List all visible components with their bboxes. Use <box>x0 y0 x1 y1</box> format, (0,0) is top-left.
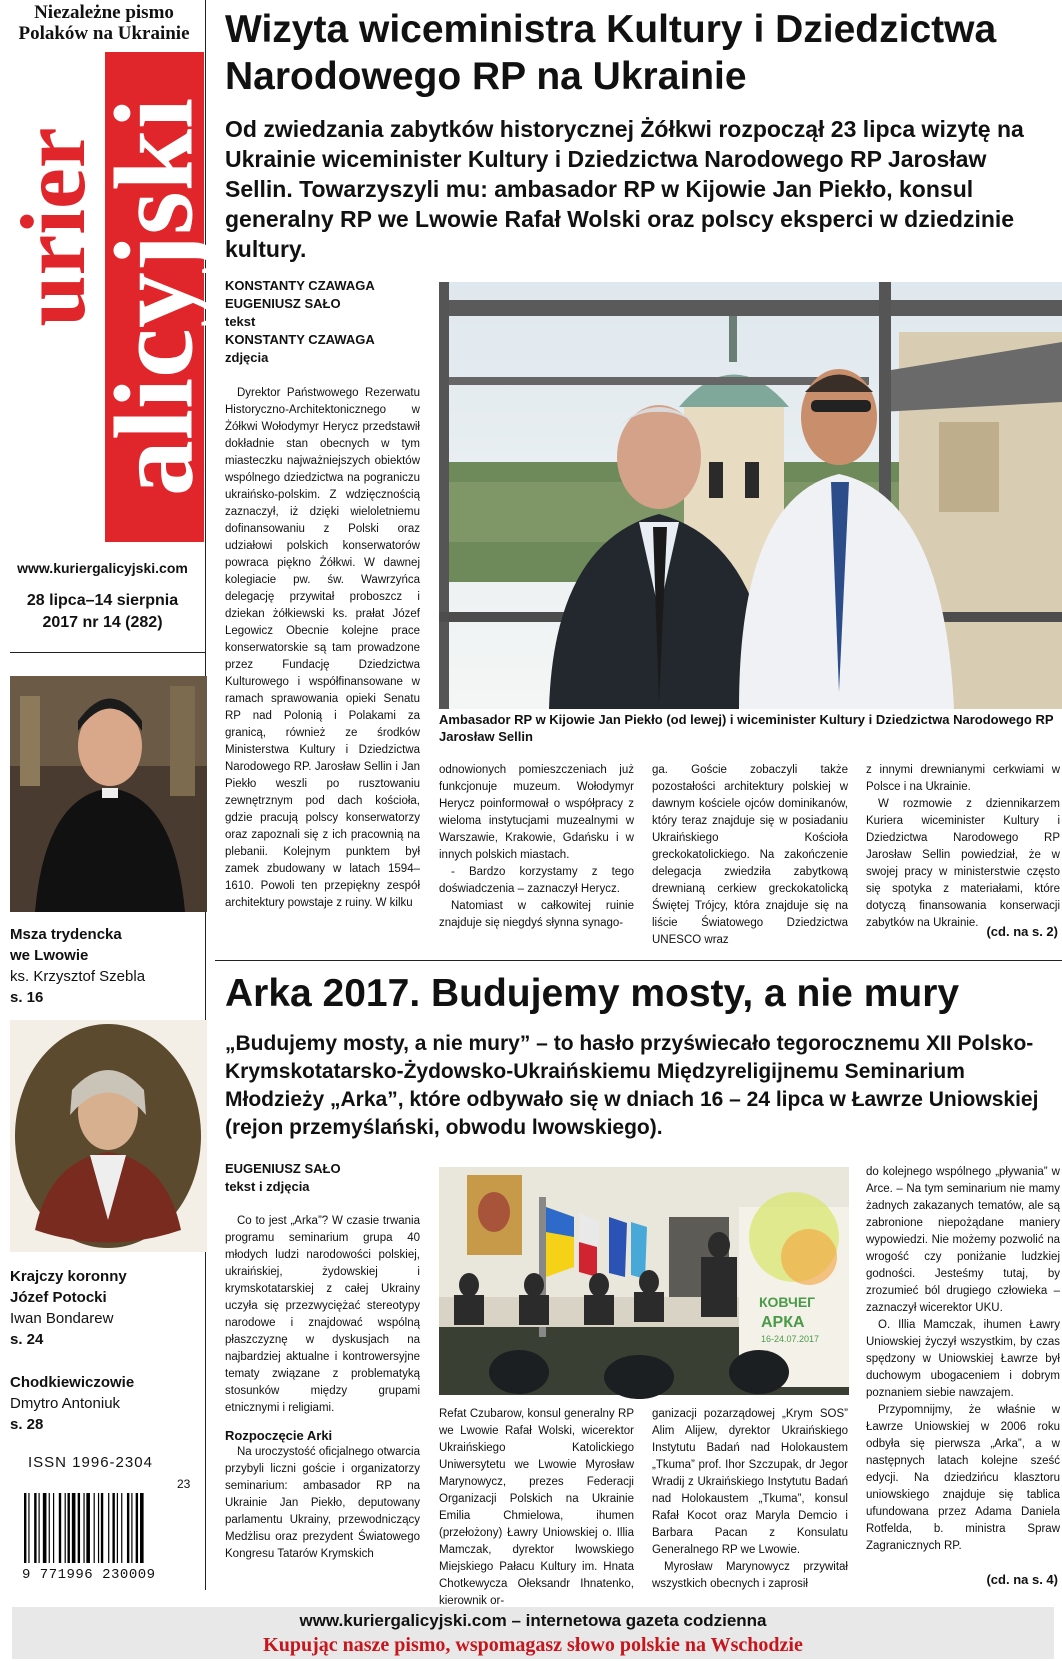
banner-text-3: 16-24.07.2017 <box>761 1334 820 1344</box>
article-1-col-3 <box>652 762 848 949</box>
article-1-col-2 <box>439 762 634 932</box>
teaser-3-page: s. 28 <box>10 1416 44 1433</box>
article-2-col-4-p1: do kolejnego wspólnego „pływania” w Arce. – Na tym seminarium nie mamy żadnych zakazanych tematów, ale są zabronione niepożądane maniery wypowiedzi. Nie możemy pozwolić na wrogość czy poniżanie ludzkiej godności. Jesteśmy tutaj, by zrozumieć ból drugiego człowieka – zaznaczył wicerektor UKU. <box>866 1166 1060 1314</box>
article-2-col-3-p2: Myrosław Marynowycz przywitał wszystkich obecnych i zaprosił <box>652 1561 848 1590</box>
footer-line-2: Kupując nasze pismo, wspomagasz słowo polskie na Wschodzie <box>263 1634 803 1656</box>
issue-info <box>0 590 205 634</box>
teaser-1-author: ks. Krzysztof Szebla <box>10 968 146 985</box>
article-1-caption: Ambasador RP w Kijowie Jan Piekło (od lewej) i wiceminister Kultury i Dziedzictwa Narodowego RP Jarosław Sellin <box>439 712 1054 744</box>
article-1-byline <box>225 277 435 367</box>
article-1-photo[interactable] <box>439 282 1062 709</box>
article-2-byline <box>225 1160 425 1196</box>
article-2-col-2 <box>439 1406 634 1610</box>
article-1-col-4-p2: W rozmowie z dziennikarzem Kuriera wiceminister Kultury i Dziedzictwa Narodowego RP Jarosław Sellin powiedział, że w swojej pracy w ministerstwie często się spotyka z materiałami, które dotyczą finansowania konserwacji zabytków na Ukrainie. <box>866 798 1060 929</box>
article-1-col-4 <box>866 762 1060 932</box>
article-1-col-3-text: ga. Goście zobaczyli także pozostałości architektury polskiej w dawnym kościele ojców dominikanów, który teraz znajduje się w posiadaniu Ukraińskiego Kościoła greckokatolickiego. Na zakończenie delegacja zwiedziła zabytkową drewnianą cerkiew greckokatolicką Świętej Trójcy, która znajduje się na liście Światowego Dziedzictwa UNESCO wraz <box>652 764 848 946</box>
byline-role-2: zdjęcia <box>225 350 269 365</box>
article-1-col-2-p1: odnowionych pomieszczeniach już funkcjonuje muzeum. Wołodymyr Herycz poinformował o współpracy z wieloma instytucjami muzealnymi w Warszawie, Krakowie, Gdańsku i w innych polskich miastach. <box>439 764 634 861</box>
article-1-lead: Od zwiedzania zabytków historycznej Żółkwi rozpoczął 23 lipca wizytę na Ukrainie wiceminister Kultury i Dziedzictwa Narodowego RP Jarosław Sellin. Towarzyszyli mu: ambasador RP w Kijowie Jan Piekło, konsul generalny RP we Lwowie Rafał Wolski oraz polscy eksperci w dziedzinie kultury. <box>225 116 1024 262</box>
article-2-continued[interactable]: (cd. na s. 4) <box>986 1572 1058 1587</box>
article-1-title[interactable]: Wizyta wiceministra Kultury i Dziedzictwa Narodowego RP na Ukrainie <box>225 8 997 98</box>
masthead-word-2: alicyjski <box>92 97 216 497</box>
article-2-title[interactable]: Arka 2017. Budujemy mosty, a nie mury <box>225 972 960 1015</box>
sidebar-website[interactable]: www.kuriergalicyjski.com <box>17 560 188 576</box>
article-2-lead: „Budujemy mosty, a nie mury” – to hasło przyświecało tegorocznemu XII Polsko-Krymskotatarsko-Żydowsko-Ukraińskiemu Międzyreligijnemu Seminarium Młodzieży „Arka”, które odbywało się w dniach 16 – 24 lipca w Ławrze Uniowskiej (rejon przemyślański, obwodu lwowskiego). <box>225 1032 1039 1139</box>
teaser-photo-portrait[interactable] <box>10 1020 207 1252</box>
article-2-col-4-p2: O. Illia Mamczak, ihumen Ławry Uniowskiej życzył wszystkim, by czas spędzony w Uniowskiej Ławrze był duchowym ubogaceniem i dobrym poznaniem siebie nawzajem. <box>866 1319 1060 1399</box>
teaser-3-title-1: Chodkiewiczowie <box>10 1374 135 1391</box>
byline-author-2: EUGENIUSZ SAŁO <box>225 296 341 311</box>
article-2-col-1-p1: Co to jest „Arka”? W czasie trwania programu seminarium grupa 40 młodych ludzi narodowości polskiej, ukraińskiej, żydowskiej i krymskotatarskiej z całej Ukrainy uczyła się przezwyciężać stereotypy narodowe i znajdować wspólną płaszczyznę w dyskusjach na najbardziej aktualne i kontrowersyjne tematy związane z problematyką stosunków między grupami etnicznymi i religiami. <box>225 1215 420 1414</box>
article-1-continued[interactable]: (cd. na s. 2) <box>986 924 1058 939</box>
sidebar-divider <box>10 652 206 653</box>
teaser-3[interactable] <box>10 1372 200 1435</box>
article-2-col-1-p2: Na uroczystość oficjalnego otwarcia przybyli liczni goście i organizatorzy seminarium: ambasador RP na Ukrainie Jan Piekło, deputowany parlamentu Ukrainy, przewodniczący Medżlisu oraz prezydent Światowego Kongresu Tatarów Krymskich <box>225 1446 420 1560</box>
article-2-col-2-text: Refat Czubarow, konsul generalny RP we Lwowie Rafał Wolski, wicerektor Ukraińskiego Katolickiego Uniwersytetu we Lwowie Myrosław Marynowycz, prezes Federacji Organizacji Polskich na Ukrainie Emilia Chmielowa, ihumen (przełożony) Ławry Uniowskiej o. Illia Mamczak, dyrektor lwowskiego Miejskiego Pałacu Kultury im. Hnata Chotkewycza Ołeksandr Ihnatenko, kierownik or- <box>439 1408 634 1607</box>
masthead-logo <box>92 52 216 542</box>
teaser-2[interactable] <box>10 1266 200 1350</box>
banner-text-2: АРКА <box>761 1314 805 1331</box>
article-1-col-4-p1: z innymi drewnianymi cerkwiami w Polsce i na Ukrainie. <box>866 764 1060 793</box>
barcode <box>22 1475 212 1585</box>
teaser-photo-priest[interactable] <box>10 676 207 912</box>
barcode-number: 9 771996 230009 <box>22 1567 156 1583</box>
barcode-addon: 23 <box>177 1477 191 1491</box>
teaser-2-title-1: Krajczy koronny <box>10 1268 127 1285</box>
teaser-2-author: Iwan Bondarew <box>10 1310 114 1327</box>
article-2-col-4-p3: Przypomnijmy, że właśnie w Ławrze Uniowskiej w 2006 roku odbyła się pierwsza „Arka”, a w następnych latach kolejne sześć edycji. Na dziedzińcu klasztoru uniowskiego znajduje się tablica ufundowana przez Adama Daniela Rotfelda, b. ministra Spraw Zagranicznych RP. <box>866 1404 1060 1552</box>
footer-banner <box>12 1607 1054 1659</box>
footer-line-1[interactable]: www.kuriergalicyjski.com – internetowa gazeta codzienna <box>299 1611 767 1630</box>
article-1-col-2-p2: - Bardzo korzystamy z tego doświadczenia – zaznaczył Herycz. <box>439 866 634 895</box>
byline-photographer: KONSTANTY CZAWAGA <box>225 332 375 347</box>
teaser-2-page: s. 24 <box>10 1331 44 1348</box>
teaser-1-title-2: we Lwowie <box>10 947 89 964</box>
article-2-byline-author: EUGENIUSZ SAŁO <box>225 1161 341 1176</box>
article-1-col-2-p3: Natomiast w całkowitej ruinie znajduje się niegdyś słynna synago- <box>439 900 634 929</box>
article-2-col-3-p1: ganizacji pozarządowej „Krym SOS” Alim Alijew, dyrektor Ukraińskiego Instytutu Badań nad Holokaustem „Tkuma” prof. Ihor Szczupak, dr Jegor Wradij z Ukraińskiego Instytutu Badań nad Holokaustem „Tkuma”, konsul Rafał Kocot oraz Maryla Demcio i Barbara Pacan z Konsulatu Generalnego RP we Lwowie. <box>652 1408 848 1556</box>
byline-role-1: tekst <box>225 314 256 329</box>
teaser-2-title-2: Józef Potocki <box>10 1289 107 1306</box>
article-1-col-1 <box>225 385 420 912</box>
article-2-byline-role: tekst i zdjęcia <box>225 1179 310 1194</box>
byline-author-1: KONSTANTY CZAWAGA <box>225 278 375 293</box>
article-2-col-3 <box>652 1406 848 1593</box>
article-2-col-4 <box>866 1164 1060 1555</box>
teaser-3-author: Dmytro Antoniuk <box>10 1395 121 1412</box>
issue-number: 2017 nr 14 (282) <box>42 614 163 631</box>
article-divider <box>215 960 1062 961</box>
masthead-part-1 <box>0 52 105 542</box>
banner-text-1: КОВЧЕГ <box>759 1294 816 1310</box>
teaser-1[interactable] <box>10 924 200 1008</box>
issue-dates: 28 lipca–14 sierpnia <box>26 592 179 609</box>
article-2-photo[interactable] <box>439 1167 849 1395</box>
masthead-word-1: urier <box>1 127 104 327</box>
article-1-col-1-text: Dyrektor Państwowego Rezerwatu Historyczno-Architektonicznego w Żółkwi Wołodymyr Herycz przedstawił dokładnie stan obecnych w tym miasteczku najważniejszych obiektów wspólnego dziedzictwa na pograniczu ukraińsko-polskim. Z wdzięcznością zaznaczył, iż dzięki wieloletniemu dofinansowaniu z Polski oraz udziałowi polskich konserwatorów powraca piękno Żółkwi. W dawnej kolegiacie pw. św. Wawrzyńca delegację przywitał proboszcz i dziekan żółkiewski ks. prałat Józef Legowicz Obecnie kolejne prace konserwatorskie są tam prowadzone przez Fundację Dziedzictwa Kulturowego i współfinansowane w ramach sprawowania opieki Senatu RP nad Polonią i Polakami za granicą, również ze środków Ministerstwa Kultury i Dziedzictwa Narodowego RP. Jarosław Sellin i Jan Piekło weszli po rusztowaniu zewnętrznym pod dach kościoła, gdzie pracują polscy konserwatorzy oraz zapoznali się z ich pracownią na plebanii. Kolejnym punktem był zamek zbudowany w latach 1594–1610. Powoli ten przepiękny zespół architektury powstaje z ruiny. W kilku <box>225 387 420 909</box>
article-2-col-1 <box>225 1213 420 1563</box>
teaser-1-title-1: Msza trydencka <box>10 926 122 943</box>
article-2-subhead: Rozpoczęcie Arki <box>225 1428 333 1443</box>
tagline: Niezależne pismo Polaków na Ukrainie <box>18 2 190 44</box>
issn: ISSN 1996-2304 <box>28 1454 153 1471</box>
teaser-1-page: s. 16 <box>10 989 44 1006</box>
